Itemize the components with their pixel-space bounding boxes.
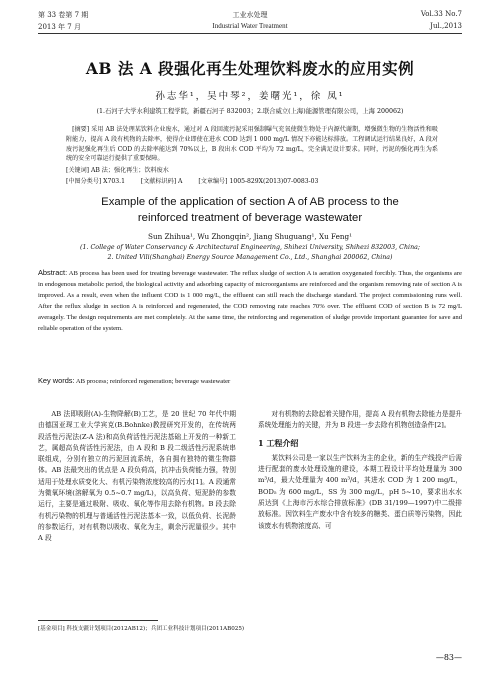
keywords-en	[38, 376, 230, 385]
classification-line	[66, 176, 332, 185]
article-number: [文章编号] 1005-829X(2013)07-0083-03	[198, 178, 319, 185]
title-en	[0, 194, 500, 226]
title-en-line2: reinforced treatment of beverage wastewater	[137, 212, 363, 224]
abstract-en-label: Abstract:	[38, 268, 68, 277]
page-number: —83—	[435, 653, 462, 662]
body-right-column	[258, 409, 462, 532]
body-right-p1: 对有机物的去除起着关键作用，提高 A 段有机物去除能力是提升系统处理能力的关键，并为 B 段进一步去除有机物创造条件[2]。	[258, 410, 462, 430]
footnote: [基金项目] 科技支疆计划项目(2012AB12)；兵团工业科技计划项目(2011AB025)	[38, 626, 245, 632]
title-cn: AB 法 A 段强化再生处理饮料废水的应用实例	[85, 59, 415, 78]
body-right-p2: 某饮料公司是一家以生产饮料为主的企业，新的生产线投产后需进行配套的废水处理设施的建设，本期工程设计平均处理量为 300 m³/d，最大处理量为 400 m³/d，其进水 COD 为 1 200 mg/L，BOD₅ 为 600 mg/L，SS 为 300 mg/L，pH 5~10，要求出水水质达到《上海市污水综合排放标准》(DB 31/199—1997)中二级排放标准。因饮料生产废水中含有较多的糖类、蛋白质等污染物，因此该废水有机物浓度高、可	[258, 453, 462, 530]
body-left-column: AB 法即吸附(A)-生物降解(B)工艺，是 20 世纪 70 年代中期由德国亚琛工业大学宾克(B.Bohnke)教授研究开发的，在传统两段活性污泥法(Z-A 法)和高负荷活性污泥法基础上开发的一种新工艺，属超高负荷活性污泥法，由 A 段和 B 段二级活性污泥系统串联组成，分别有独立的污泥回流系统，各自拥有独特的微生物群体。AB 法最突出的优点是 A 段负荷高，抗冲击负荷能力强，特别适用于处理水质变化大、有机污染物浓度较高的污水[1]。A 段通常为微氧环境(溶解氧为 0.5~0.7 mg/L)，以高负荷、短泥龄的参数运行，主要是通过吸附、吸收、氧化等作用去除有机物。B 段去除有机污染物的机理与普通活性污泥法基本一致，以低负荷、长泥龄的参数运行，对有机物以吸收、氧化为主，剩余污泥量很少。其中 A 段	[38, 410, 236, 543]
header-rule	[38, 33, 462, 34]
affiliation-en-1: (1. College of Water Conservancy & Architectural Engineering, Shihezi University, Shihezi 832003, China;	[80, 244, 420, 251]
affiliation-cn: (1.石河子大学水利建筑工程学院，新疆石河子 832003；2.联合威立(上海)能源管理有限公司，上海 200062)	[96, 108, 404, 115]
header-journal-cn: 工业水处理	[232, 11, 268, 19]
header-date-en: Jul.,2013	[430, 22, 462, 30]
keywords-cn: [关键词] AB 法；强化再生；饮料废水	[66, 167, 169, 174]
section-heading-1: 1 工程介绍	[258, 437, 299, 448]
header-issue: 第 33 卷第 7 期	[38, 11, 89, 19]
keywords-en-text: AB process; reinforced regeneration; beverage wastewater	[75, 378, 231, 385]
abstract-en-text: AB process has been used for treating beverage wastewater. The reflux sludge of section A is aeration oxygenated forcibly. Thus, the organisms are in endogenous metabolic period, the biological activity and adsorbing capacity of microorganisms are reinforced and the organism removing rate of section A is improved. As a result, even when the influent COD is 1 000 mg/L, the effluent can still reach the discharge standard. The project commissioning runs well. After the reflux sludge in section A is reinforced and regenerated, the COD removing rate reaches 70% over. The effluent COD of section B is 72 mg/L averagely. The design requirements are met completely. At the same time, the reinforcing and regeneration of sludge provide important guarantee for save and reliable operation of the system.	[38, 270, 462, 332]
authors-cn: 孙志华¹，吴中琴²，姜曙光¹，徐 凤¹	[155, 91, 345, 102]
footnote-rule	[38, 620, 158, 621]
title-en-line1: Example of the application of section A of AB process to the	[101, 196, 399, 208]
abstract-cn: [摘要] 采用 AB 法处理某饮料企业废水，通过对 A 段回流污泥采用强制曝气充氧使微生物处于内源代谢期，增强微生物的生物活性和吸附能力，提高 A 段有机物的去除率，使得企业即使在进水 COD 达到 1 000 mg/L 情况下亦能达标排放。工程调试运行结果良好，A 段对废污泥强化再生后 COD 的去除率能达到 70%以上，B 段出水 COD 平均为 72 mg/L，完全满足设计要求。同时，污泥的强化再生为系统的安全可靠运行提供了重要保障。	[66, 126, 438, 163]
header-journal-en: Industrial Water Treatment	[212, 22, 288, 30]
header-vol: Vol.33 No.7	[420, 10, 462, 18]
doc-code: [文献标识码] A	[140, 178, 183, 185]
header-date: 2013 年 7 月	[38, 23, 81, 31]
authors-en: Sun Zhihua¹, Wu Zhongqin², Jiang Shuguang¹, Xu Feng¹	[148, 232, 352, 241]
keywords-en-label: Key words:	[38, 376, 75, 385]
abstract-en	[38, 268, 462, 334]
affiliation-en-2: 2. United Vili(Shanghai) Energy Source Management Co., Ltd., Shanghai 200062, China)	[107, 254, 393, 261]
clc-number: [中图分类号] X703.1	[66, 178, 125, 185]
